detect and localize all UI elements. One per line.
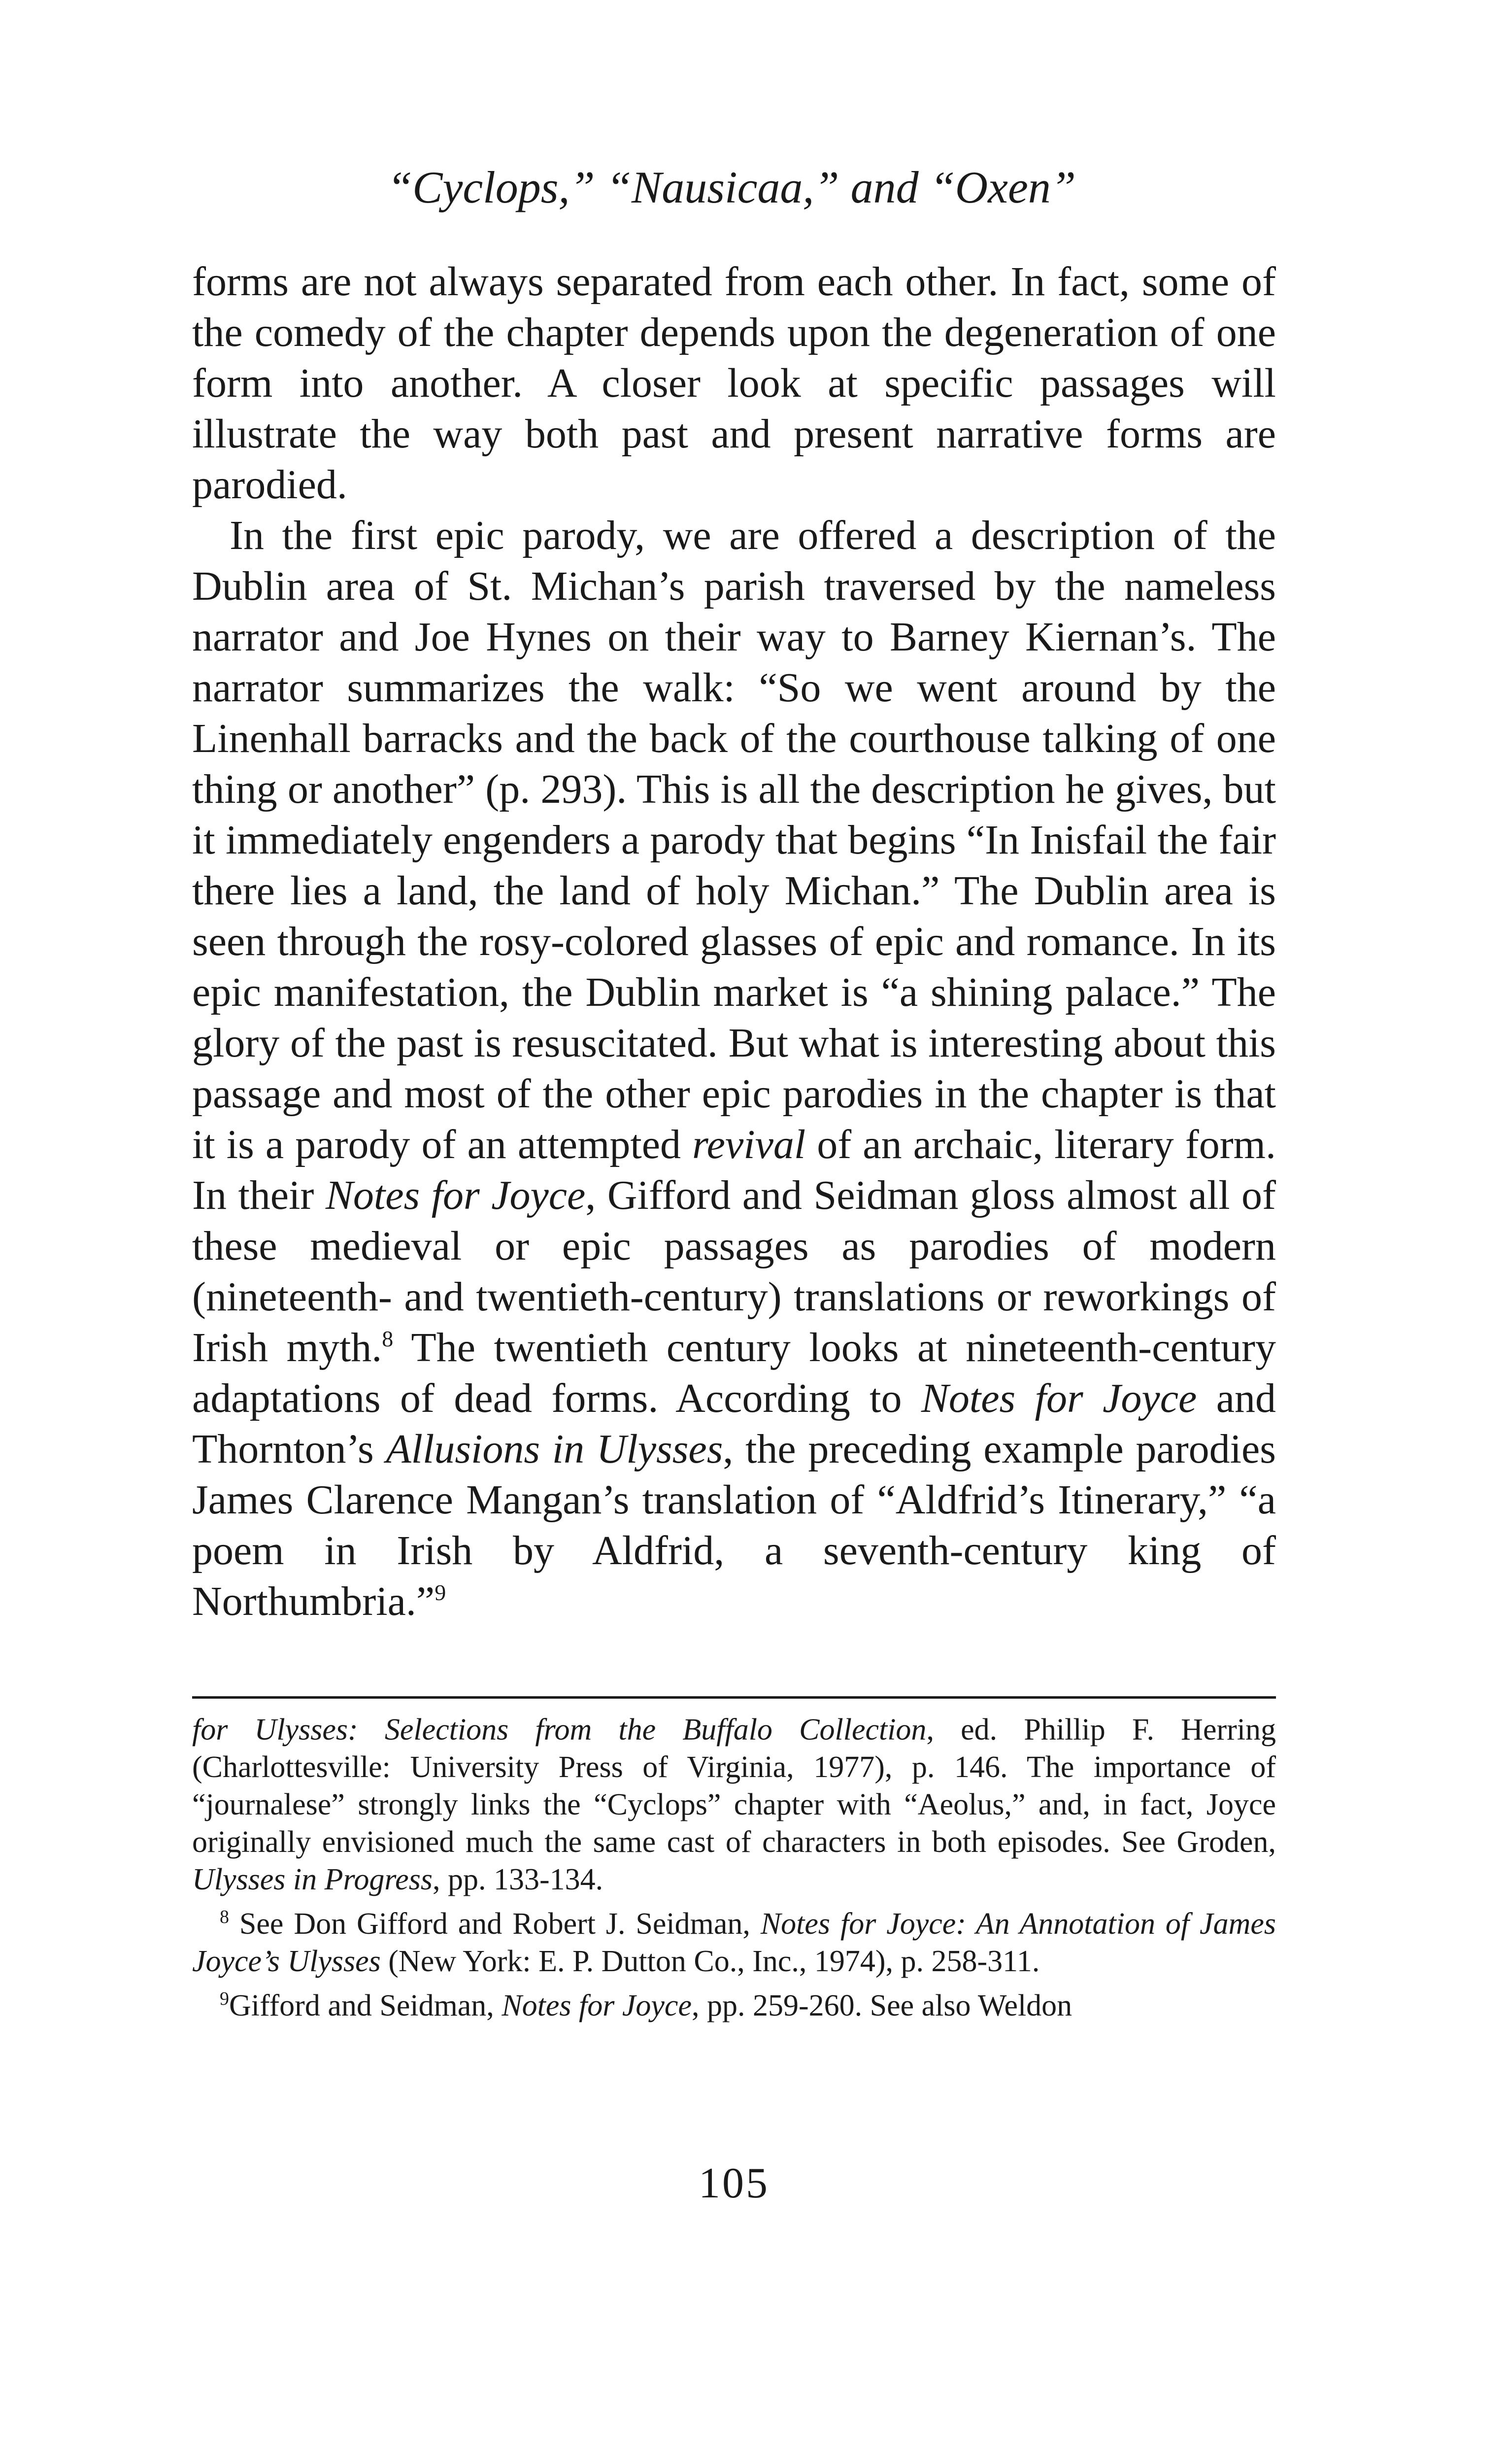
- paragraph-continued: forms are not always separated from each other. In fact, some of the comedy of the chapter depends upon the degeneration of one form into another. A closer look at specific passages will illustrate the way both past and present narrative forms are parodied.: [192, 259, 1276, 508]
- paragraph-text: , Gifford and Seidman gloss almost all of these medieval or epic passages as parodies of modern (nineteenth- and twentieth-century) translations or reworkings of Irish myth.: [192, 1172, 1276, 1370]
- title-allusions-in-ulysses: Allusions in Ulysses: [386, 1426, 723, 1472]
- footnote-title: Ulysses in Progress: [192, 1863, 433, 1896]
- footnote-continued: [192, 1711, 1276, 1898]
- footnote-text: See Don Gifford and Robert J. Seidman,: [239, 1907, 750, 1941]
- paragraph-text: , the preceding example parodies James Clarence Mangan’s translation of “Aldfrid’s Itinerary,” “a poem in Irish by Aldfrid, a seventh-century king of Northumbria.”: [192, 1426, 1276, 1624]
- page-number: 105: [699, 2159, 770, 2207]
- footnote-text: , ed. Phillip F. Herring (Charlottesville: University Press of Virginia, 1977), p. 146. The importance of “journalese” strongly links the “Cyclops” chapter with “Aeolus,” and, in fact, Joyce originally envisioned much the same cast of characters in both episodes. See Groden,: [192, 1713, 1276, 1859]
- footnote-rule: [192, 1696, 1276, 1699]
- body-text: [192, 256, 1276, 1627]
- running-head-titles: “Cyclops,” “Nausicaa,”: [387, 162, 839, 212]
- paragraph-text: In the first epic parody, we are offered a description of the Dublin area of St. Michan’s parish traversed by the nameless narrator and Joe Hynes on their way to Barney Kiernan’s. The narrator summarizes the walk: “So we went around by the Linenhall barracks and the back of the courthouse talking of one thing or another” (p. 293). This is all the description he gives, but it immediately engenders a parody that begins “In Inisfail the fair there lies a land, the land of holy Michan.” The Dublin area is seen through the rosy-colored glasses of epic and romance. In its epic manifestation, the Dublin market is “a shining palace.” The glory of the past is resuscitated. But what is interesting about this passage and most of the other epic parodies in the chapter is that it is a parody of an attempted: [192, 513, 1276, 1167]
- running-head-and: and: [850, 162, 919, 212]
- footnote-title: for Ulysses: Selections from the Buffalo Collection: [192, 1713, 927, 1746]
- footnote-title: Notes for Joyce: An Annotation of James Joyce’s Ulysses: [192, 1907, 1276, 1978]
- footnote-text: (New York: E. P. Dutton Co., Inc., 1974), p. 258-311.: [388, 1945, 1040, 1978]
- title-notes-for-joyce: Notes for Joyce: [921, 1375, 1197, 1421]
- footnote-number: 8: [220, 1907, 229, 1927]
- paragraph-text: of an archaic, literary form. In their: [192, 1122, 1276, 1218]
- paragraph-text: and Thornton’s: [192, 1375, 1276, 1472]
- footnotes: [192, 1711, 1276, 2024]
- title-notes-for-joyce: Notes for Joyce: [325, 1172, 586, 1218]
- emphasis-revival: revival: [692, 1122, 806, 1167]
- paragraph-text: The twentieth century looks at nineteenth-century adaptations of dead forms. According to: [192, 1325, 1276, 1421]
- paragraph-epic-parody: [192, 510, 1276, 1627]
- footnote-9: [192, 1987, 1276, 2024]
- running-head-oxen: “Oxen”: [930, 162, 1076, 212]
- footnote-ref-8: 8: [382, 1326, 394, 1351]
- footnote-ref-9: 9: [435, 1580, 446, 1605]
- footnote-text: Gifford and Seidman,: [229, 1989, 494, 2022]
- footnote-text: , pp. 133-134.: [432, 1863, 603, 1896]
- footnote-title: Notes for Joyce: [502, 1989, 692, 2022]
- footnote-number: 9: [220, 1988, 229, 2009]
- footnote-text: , pp. 259-260. See also Weldon: [691, 1989, 1072, 2022]
- footnote-8: [192, 1905, 1276, 1980]
- running-head: [192, 163, 1271, 212]
